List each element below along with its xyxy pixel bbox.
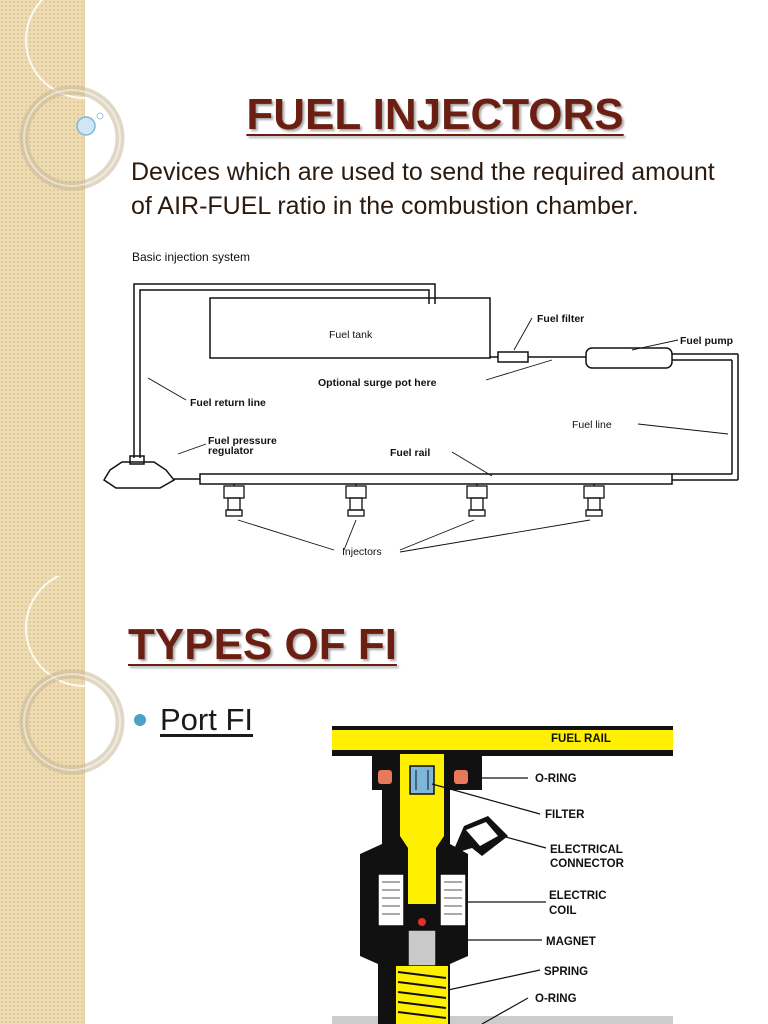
- diagram-heading: Basic injection system: [132, 250, 251, 264]
- slide-types-of-fi: [0, 576, 768, 1024]
- label-magnet: MAGNET: [546, 936, 596, 948]
- label-return-line: Fuel return line: [190, 397, 266, 409]
- label-o-ring-top: O-RING: [535, 773, 577, 785]
- slide-description: Devices which are used to send the required amount of AIR-FUEL ratio in the combustion chamber.: [131, 158, 715, 220]
- label-filter: FILTER: [545, 809, 585, 821]
- label-fuel-rail: FUEL RAIL: [551, 733, 611, 745]
- label-fuel-line: Fuel line: [572, 419, 612, 431]
- label-injectors: Injectors: [342, 546, 382, 558]
- injection-system-diagram: [100, 248, 760, 568]
- label-spring: SPRING: [544, 966, 589, 978]
- label-pressure-regulator-1: Fuel pressure: [208, 435, 277, 447]
- label-pressure-regulator-2: regulator: [208, 445, 254, 457]
- label-fuel-filter: Fuel filter: [537, 313, 585, 325]
- bullet-dot-icon: [134, 714, 146, 726]
- label-electric-coil-2: COIL: [549, 905, 577, 917]
- injector-group-icon: [224, 484, 604, 516]
- label-fuel-pump: Fuel pump: [680, 335, 734, 347]
- port-injector-diagram: [332, 726, 673, 1024]
- label-electrical-connector-1: ELECTRICAL: [550, 844, 623, 856]
- slide-title: FUEL INJECTORS: [246, 90, 624, 139]
- slide-title: TYPES OF FI: [128, 620, 397, 669]
- bullet-item: [134, 702, 253, 738]
- decorative-rings-icon: [0, 576, 160, 776]
- label-fuel-rail: Fuel rail: [390, 447, 431, 459]
- label-fuel-tank: Fuel tank: [329, 329, 373, 341]
- label-electrical-connector-2: CONNECTOR: [550, 858, 624, 870]
- label-surge-pot: Optional surge pot here: [318, 377, 437, 389]
- label-o-ring-bottom: O-RING: [535, 993, 577, 1005]
- bullet-text[interactable]: Port FI: [160, 702, 254, 737]
- label-electric-coil-1: ELECTRIC: [549, 890, 607, 902]
